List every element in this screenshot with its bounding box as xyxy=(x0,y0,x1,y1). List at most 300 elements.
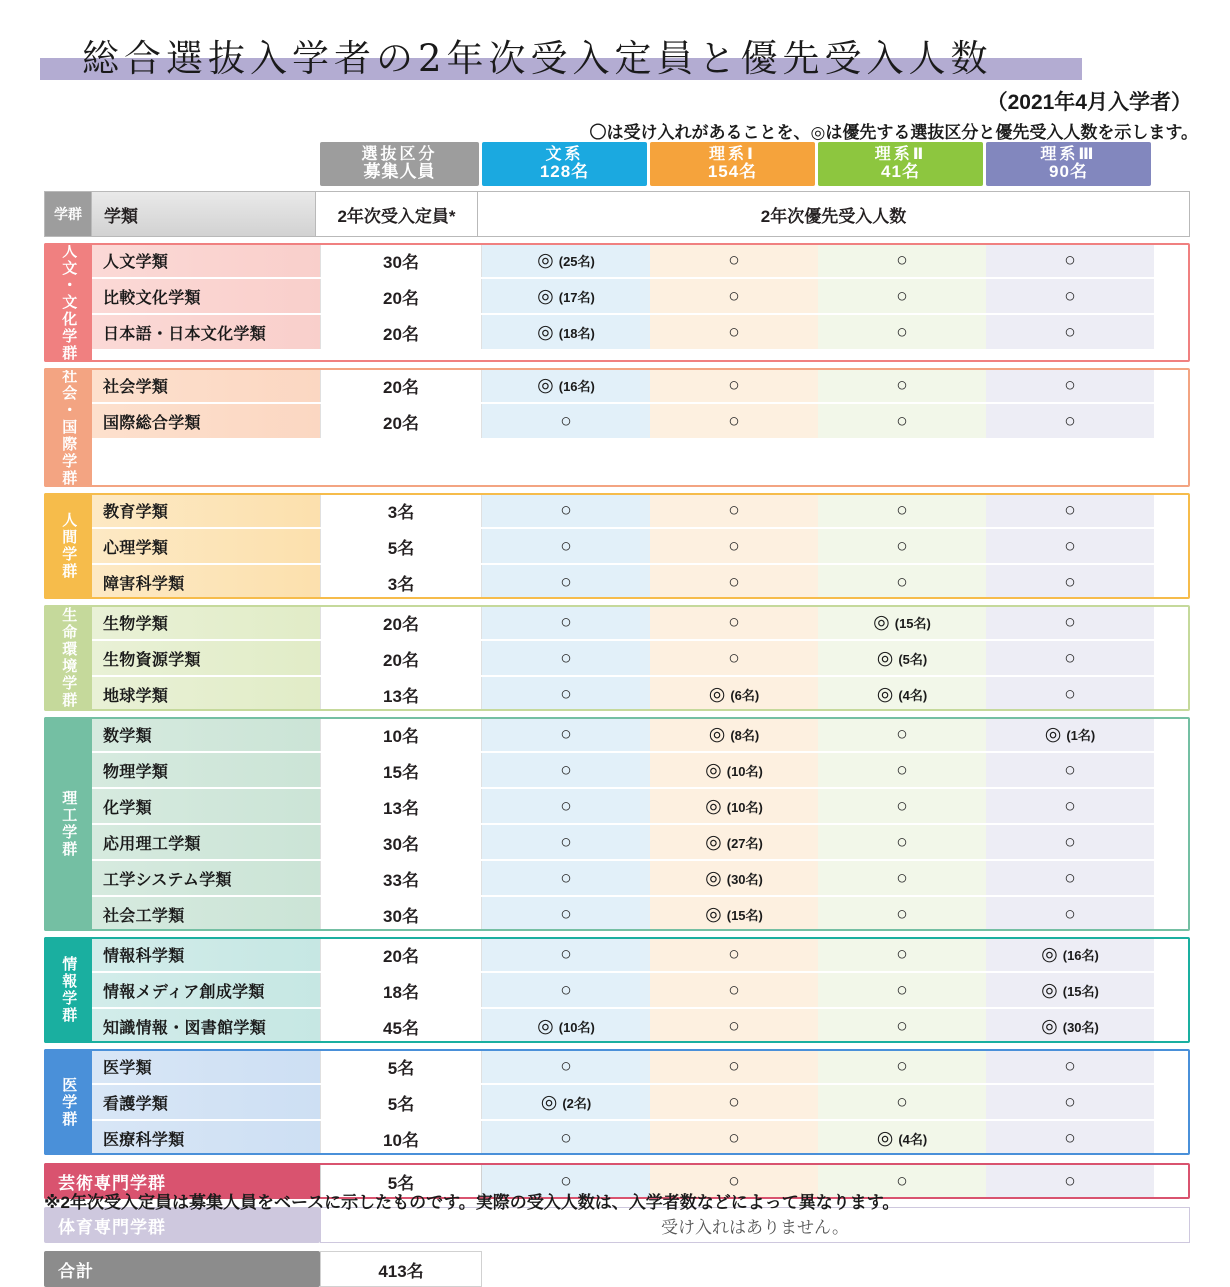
circle-icon: ○ xyxy=(728,249,740,271)
table-row xyxy=(92,493,1190,527)
row-division-cell xyxy=(650,825,818,859)
row-division-cell xyxy=(650,565,818,599)
column-header-name: 学類 xyxy=(92,191,316,237)
row-division-cell xyxy=(818,789,986,823)
double-circle-icon: ◎ xyxy=(537,374,554,396)
row-division-cell xyxy=(482,897,650,931)
double-circle-icon: ◎ xyxy=(1044,723,1062,745)
double-circle-icon: ◎ xyxy=(1041,943,1058,965)
double-circle-icon: ◎ xyxy=(537,285,554,307)
row-division-cell xyxy=(650,1085,818,1119)
circle-icon: ○ xyxy=(896,499,908,521)
row-division-cell xyxy=(482,565,650,599)
row-division-cell xyxy=(650,529,818,563)
circle-icon: ○ xyxy=(896,321,908,343)
row-department-name: 心理学類 xyxy=(92,529,320,563)
row-quota-value: 18名 xyxy=(320,973,482,1007)
row-division-cell xyxy=(818,315,986,349)
table-row xyxy=(92,1009,1190,1043)
division-header-band xyxy=(320,142,1154,186)
circle-icon: ○ xyxy=(1064,867,1076,889)
priority-count: (27名) xyxy=(726,835,763,851)
circle-icon: ○ xyxy=(896,571,908,593)
table-row xyxy=(92,641,1190,675)
row-quota-value: 10名 xyxy=(320,717,482,751)
row-department-name: 化学類 xyxy=(92,789,320,823)
priority-mark xyxy=(1045,725,1095,744)
row-division-cell xyxy=(482,605,650,639)
circle-icon: ○ xyxy=(728,499,740,521)
header-division-rikei1: 理系Ⅰ 154名 xyxy=(650,142,815,186)
priority-count: (30名) xyxy=(1062,1019,1099,1035)
priority-count: (4名) xyxy=(898,687,928,703)
row-division-cell xyxy=(650,717,818,751)
circle-icon: ○ xyxy=(896,759,908,781)
priority-mark xyxy=(705,761,763,780)
circle-icon: ○ xyxy=(728,1127,740,1149)
special-row-art-cell-rikei2: ○ xyxy=(818,1163,986,1199)
row-division-cell xyxy=(482,973,650,1007)
special-row-total-label: 合計 xyxy=(44,1251,320,1287)
row-division-cell xyxy=(818,753,986,787)
circle-icon: ○ xyxy=(728,374,740,396)
priority-count: (15名) xyxy=(726,907,763,923)
row-department-name: 社会工学類 xyxy=(92,897,320,931)
priority-count: (16名) xyxy=(558,378,595,394)
group-block xyxy=(44,243,1190,362)
row-division-cell xyxy=(482,493,650,527)
priority-count: (18名) xyxy=(558,325,595,341)
row-division-cell xyxy=(650,605,818,639)
circle-icon: ○ xyxy=(1064,795,1076,817)
table-row xyxy=(92,404,1190,438)
priority-mark xyxy=(873,613,931,632)
table-row xyxy=(92,1121,1190,1155)
row-department-name: 応用理工学類 xyxy=(92,825,320,859)
row-division-cell xyxy=(818,1009,986,1043)
priority-mark xyxy=(709,685,759,704)
circle-icon: ○ xyxy=(728,410,740,432)
group-label: 人文・文化学群 xyxy=(44,243,92,362)
double-circle-icon: ◎ xyxy=(705,867,722,889)
priority-mark xyxy=(537,323,595,342)
priority-mark xyxy=(877,685,927,704)
row-quota-value: 20名 xyxy=(320,315,482,349)
double-circle-icon: ◎ xyxy=(873,611,890,633)
row-division-cell xyxy=(482,641,650,675)
row-quota-value: 15名 xyxy=(320,753,482,787)
priority-count: (30名) xyxy=(726,871,763,887)
table-row xyxy=(92,315,1190,349)
row-division-cell xyxy=(986,368,1154,402)
row-division-cell xyxy=(986,1009,1154,1043)
row-division-cell xyxy=(818,861,986,895)
priority-mark xyxy=(1041,945,1099,964)
circle-icon: ○ xyxy=(560,867,572,889)
row-division-cell xyxy=(650,404,818,438)
circle-icon: ○ xyxy=(896,979,908,1001)
special-row-total-quota: 413名 xyxy=(320,1251,482,1287)
special-row-total xyxy=(44,1251,1190,1287)
row-quota-value: 30名 xyxy=(320,825,482,859)
double-circle-icon: ◎ xyxy=(708,723,726,745)
priority-mark xyxy=(705,833,763,852)
circle-icon: ○ xyxy=(728,321,740,343)
row-division-cell xyxy=(986,641,1154,675)
row-division-cell xyxy=(986,937,1154,971)
row-division-cell xyxy=(818,973,986,1007)
row-division-cell xyxy=(482,315,650,349)
footnote: ※2年次受入定員は募集人員をベースに示したものです。実際の受入人数は、入学者数などによって異なります。 xyxy=(44,1193,900,1212)
group-rows xyxy=(92,368,1190,487)
circle-icon: ○ xyxy=(1064,831,1076,853)
row-department-name: 情報メディア創成学類 xyxy=(92,973,320,1007)
row-division-cell xyxy=(482,243,650,277)
row-division-cell xyxy=(482,404,650,438)
group-block xyxy=(44,493,1190,599)
row-department-name: 地球学類 xyxy=(92,677,320,711)
row-quota-value: 3名 xyxy=(320,565,482,599)
row-division-cell xyxy=(650,753,818,787)
priority-count: (10名) xyxy=(726,799,763,815)
row-division-cell xyxy=(482,368,650,402)
row-department-name: 物理学類 xyxy=(92,753,320,787)
circle-icon: ○ xyxy=(896,723,908,745)
group-blocks xyxy=(44,243,1190,1155)
row-department-name: 国際総合学類 xyxy=(92,404,320,438)
row-division-cell xyxy=(986,825,1154,859)
row-division-cell xyxy=(482,825,650,859)
row-division-cell xyxy=(818,243,986,277)
circle-icon: ○ xyxy=(560,499,572,521)
circle-icon: ○ xyxy=(1064,249,1076,271)
priority-count: (16名) xyxy=(1062,947,1099,963)
priority-count: (10名) xyxy=(726,763,763,779)
group-block xyxy=(44,1049,1190,1155)
row-division-cell xyxy=(650,897,818,931)
priority-mark xyxy=(1041,981,1099,1000)
priority-count: (10名) xyxy=(558,1019,595,1035)
row-division-cell xyxy=(986,315,1154,349)
legend-note: 〇は受け入れがあることを、◎は優先する選抜区分と優先受入人数を示します。 xyxy=(589,123,1198,142)
table-row xyxy=(92,529,1190,563)
priority-count: (1名) xyxy=(1066,727,1096,743)
circle-icon: ○ xyxy=(1064,683,1076,705)
row-division-cell xyxy=(986,861,1154,895)
double-circle-icon: ◎ xyxy=(705,831,722,853)
row-department-name: 人文学類 xyxy=(92,243,320,277)
double-circle-icon: ◎ xyxy=(537,1015,554,1037)
row-division-cell xyxy=(986,243,1154,277)
priority-count: (2名) xyxy=(562,1095,592,1111)
priority-mark xyxy=(877,1129,927,1148)
row-quota-value: 5名 xyxy=(320,529,482,563)
priority-mark xyxy=(1041,1017,1099,1036)
row-department-name: 障害科学類 xyxy=(92,565,320,599)
circle-icon: ○ xyxy=(1064,285,1076,307)
priority-mark xyxy=(705,797,763,816)
circle-icon: ○ xyxy=(728,943,740,965)
circle-icon: ○ xyxy=(1064,374,1076,396)
row-division-cell xyxy=(986,677,1154,711)
special-row-art-quota: 5名 xyxy=(320,1163,482,1199)
circle-icon: ○ xyxy=(896,1091,908,1113)
circle-icon: ○ xyxy=(560,410,572,432)
row-division-cell xyxy=(986,279,1154,313)
table-row xyxy=(92,565,1190,599)
group-label: 医学群 xyxy=(44,1049,92,1155)
circle-icon: ○ xyxy=(728,571,740,593)
row-department-name: 医療科学類 xyxy=(92,1121,320,1155)
circle-icon: ○ xyxy=(560,795,572,817)
page-title: 総合選抜入学者の2年次受入定員と優先受入人数 xyxy=(82,37,993,80)
circle-icon: ○ xyxy=(560,1055,572,1077)
table-row xyxy=(92,717,1190,751)
row-division-cell xyxy=(818,717,986,751)
circle-icon: ○ xyxy=(896,410,908,432)
table-row xyxy=(92,937,1190,971)
row-division-cell xyxy=(986,897,1154,931)
row-division-cell xyxy=(482,861,650,895)
double-circle-icon: ◎ xyxy=(708,683,726,705)
row-division-cell xyxy=(986,493,1154,527)
circle-icon: ○ xyxy=(896,831,908,853)
row-division-cell xyxy=(818,404,986,438)
table-row xyxy=(92,368,1190,402)
row-division-cell xyxy=(650,641,818,675)
circle-icon: ○ xyxy=(560,571,572,593)
priority-mark xyxy=(877,649,927,668)
circle-icon: ○ xyxy=(728,1091,740,1113)
column-header-row xyxy=(44,191,1190,237)
double-circle-icon: ◎ xyxy=(540,1091,558,1113)
circle-icon: ○ xyxy=(1064,321,1076,343)
circle-icon: ○ xyxy=(896,903,908,925)
table-row xyxy=(92,677,1190,711)
double-circle-icon: ◎ xyxy=(876,647,894,669)
row-division-cell xyxy=(818,1049,986,1083)
group-label: 人間学群 xyxy=(44,493,92,599)
double-circle-icon: ◎ xyxy=(705,903,722,925)
circle-icon: ○ xyxy=(896,374,908,396)
table-row xyxy=(92,897,1190,931)
row-division-cell xyxy=(818,565,986,599)
row-quota-value: 30名 xyxy=(320,897,482,931)
table-row xyxy=(92,973,1190,1007)
priority-count: (25名) xyxy=(558,253,595,269)
circle-icon: ○ xyxy=(1064,611,1076,633)
table-row xyxy=(92,1085,1190,1119)
row-division-cell xyxy=(986,1121,1154,1155)
double-circle-icon: ◎ xyxy=(1041,979,1058,1001)
special-row-sport-label: 体育専門学群 xyxy=(44,1207,320,1243)
double-circle-icon: ◎ xyxy=(1041,1015,1058,1037)
row-division-cell xyxy=(650,315,818,349)
group-block xyxy=(44,717,1190,931)
row-division-cell xyxy=(986,565,1154,599)
circle-icon: ○ xyxy=(560,723,572,745)
circle-icon: ○ xyxy=(560,683,572,705)
circle-icon: ○ xyxy=(1064,1055,1076,1077)
group-rows xyxy=(92,937,1190,1043)
row-division-cell xyxy=(482,1121,650,1155)
group-label: 理工学群 xyxy=(44,717,92,931)
circle-icon: ○ xyxy=(896,1055,908,1077)
row-division-cell xyxy=(986,605,1154,639)
row-division-cell xyxy=(650,1121,818,1155)
row-quota-value: 45名 xyxy=(320,1009,482,1043)
subtitle: （2021年4月入学者） xyxy=(986,91,1192,114)
row-division-cell xyxy=(650,1009,818,1043)
table-row xyxy=(92,605,1190,639)
row-department-name: 医学類 xyxy=(92,1049,320,1083)
special-row-art-cell-bunkei: ○ xyxy=(482,1163,650,1199)
row-division-cell xyxy=(818,641,986,675)
row-division-cell xyxy=(650,493,818,527)
row-department-name: 工学システム学類 xyxy=(92,861,320,895)
row-quota-value: 20名 xyxy=(320,279,482,313)
group-block xyxy=(44,368,1190,487)
row-quota-value: 20名 xyxy=(320,937,482,971)
row-division-cell xyxy=(482,1085,650,1119)
row-department-name: 生物資源学類 xyxy=(92,641,320,675)
table-row xyxy=(92,279,1190,313)
row-division-cell xyxy=(818,1121,986,1155)
row-quota-value: 33名 xyxy=(320,861,482,895)
priority-mark xyxy=(709,725,759,744)
row-division-cell xyxy=(482,1009,650,1043)
circle-icon: ○ xyxy=(560,903,572,925)
priority-mark xyxy=(541,1093,591,1112)
priority-count: (17名) xyxy=(558,289,595,305)
circle-icon: ○ xyxy=(896,867,908,889)
row-division-cell xyxy=(986,789,1154,823)
group-rows xyxy=(92,717,1190,931)
double-circle-icon: ◎ xyxy=(537,249,554,271)
circle-icon: ○ xyxy=(728,979,740,1001)
row-division-cell xyxy=(650,973,818,1007)
circle-icon: ○ xyxy=(560,647,572,669)
header-division-rikei3: 理系Ⅲ 90名 xyxy=(986,142,1151,186)
row-division-cell xyxy=(986,973,1154,1007)
priority-count: (8名) xyxy=(730,727,760,743)
row-department-name: 教育学類 xyxy=(92,493,320,527)
group-rows xyxy=(92,493,1190,599)
circle-icon: ○ xyxy=(1064,647,1076,669)
row-division-cell xyxy=(482,677,650,711)
circle-icon: ○ xyxy=(560,979,572,1001)
row-division-cell xyxy=(482,279,650,313)
row-division-cell xyxy=(818,279,986,313)
priority-count: (4名) xyxy=(898,1131,928,1147)
main-table xyxy=(44,142,1190,1287)
circle-icon: ○ xyxy=(1064,410,1076,432)
row-department-name: 知識情報・図書館学類 xyxy=(92,1009,320,1043)
group-rows xyxy=(92,1049,1190,1155)
row-department-name: 社会学類 xyxy=(92,368,320,402)
row-division-cell xyxy=(986,404,1154,438)
row-quota-value: 13名 xyxy=(320,789,482,823)
priority-mark xyxy=(705,869,763,888)
row-division-cell xyxy=(482,1049,650,1083)
column-header-quota: 2年次受入定員* xyxy=(316,191,478,237)
circle-icon: ○ xyxy=(1064,903,1076,925)
special-row-art-cell-rikei3: ○ xyxy=(986,1163,1154,1199)
circle-icon: ○ xyxy=(560,611,572,633)
header-division-rikei2: 理系Ⅱ 41名 xyxy=(818,142,983,186)
priority-mark xyxy=(705,905,763,924)
priority-count: (5名) xyxy=(898,651,928,667)
row-quota-value: 5名 xyxy=(320,1049,482,1083)
double-circle-icon: ◎ xyxy=(537,321,554,343)
priority-count: (15名) xyxy=(894,615,931,631)
circle-icon: ○ xyxy=(1064,535,1076,557)
circle-icon: ○ xyxy=(896,285,908,307)
priority-mark xyxy=(537,251,595,270)
row-division-cell xyxy=(818,897,986,931)
row-division-cell xyxy=(986,529,1154,563)
circle-icon: ○ xyxy=(560,1127,572,1149)
row-division-cell xyxy=(986,753,1154,787)
circle-icon: ○ xyxy=(560,759,572,781)
circle-icon: ○ xyxy=(896,943,908,965)
circle-icon: ○ xyxy=(896,249,908,271)
priority-mark xyxy=(537,376,595,395)
special-row-art-cell-rikei1: ○ xyxy=(650,1163,818,1199)
circle-icon: ○ xyxy=(1064,499,1076,521)
special-row-sport-message: 受け入れはありません。 xyxy=(320,1207,1190,1243)
circle-icon: ○ xyxy=(1064,759,1076,781)
double-circle-icon: ◎ xyxy=(876,683,894,705)
circle-icon: ○ xyxy=(1064,1091,1076,1113)
row-division-cell xyxy=(818,493,986,527)
double-circle-icon: ◎ xyxy=(705,759,722,781)
row-division-cell xyxy=(482,529,650,563)
priority-count: (15名) xyxy=(1062,983,1099,999)
column-header-group: 学群 xyxy=(44,191,92,237)
circle-icon: ○ xyxy=(560,943,572,965)
row-division-cell xyxy=(818,677,986,711)
row-division-cell xyxy=(818,1085,986,1119)
priority-count: (6名) xyxy=(730,687,760,703)
group-block xyxy=(44,605,1190,711)
row-division-cell xyxy=(482,717,650,751)
row-department-name: 情報科学類 xyxy=(92,937,320,971)
row-department-name: 比較文化学類 xyxy=(92,279,320,313)
row-division-cell xyxy=(986,1085,1154,1119)
table-row xyxy=(92,243,1190,277)
double-circle-icon: ◎ xyxy=(876,1127,894,1149)
column-header-priority: 2年次優先受入人数 xyxy=(478,191,1190,237)
row-department-name: 生物学類 xyxy=(92,605,320,639)
row-quota-value: 20名 xyxy=(320,605,482,639)
circle-icon: ○ xyxy=(728,647,740,669)
group-label: 情報学群 xyxy=(44,937,92,1043)
table-row xyxy=(92,861,1190,895)
row-quota-value: 30名 xyxy=(320,243,482,277)
row-division-cell xyxy=(650,1049,818,1083)
circle-icon: ○ xyxy=(896,795,908,817)
circle-icon: ○ xyxy=(728,1055,740,1077)
row-division-cell xyxy=(986,1049,1154,1083)
row-division-cell xyxy=(650,789,818,823)
priority-mark xyxy=(537,287,595,306)
row-department-name: 日本語・日本文化学類 xyxy=(92,315,320,349)
row-division-cell xyxy=(482,937,650,971)
circle-icon: ○ xyxy=(728,1015,740,1037)
row-division-cell xyxy=(482,753,650,787)
row-quota-value: 20名 xyxy=(320,641,482,675)
